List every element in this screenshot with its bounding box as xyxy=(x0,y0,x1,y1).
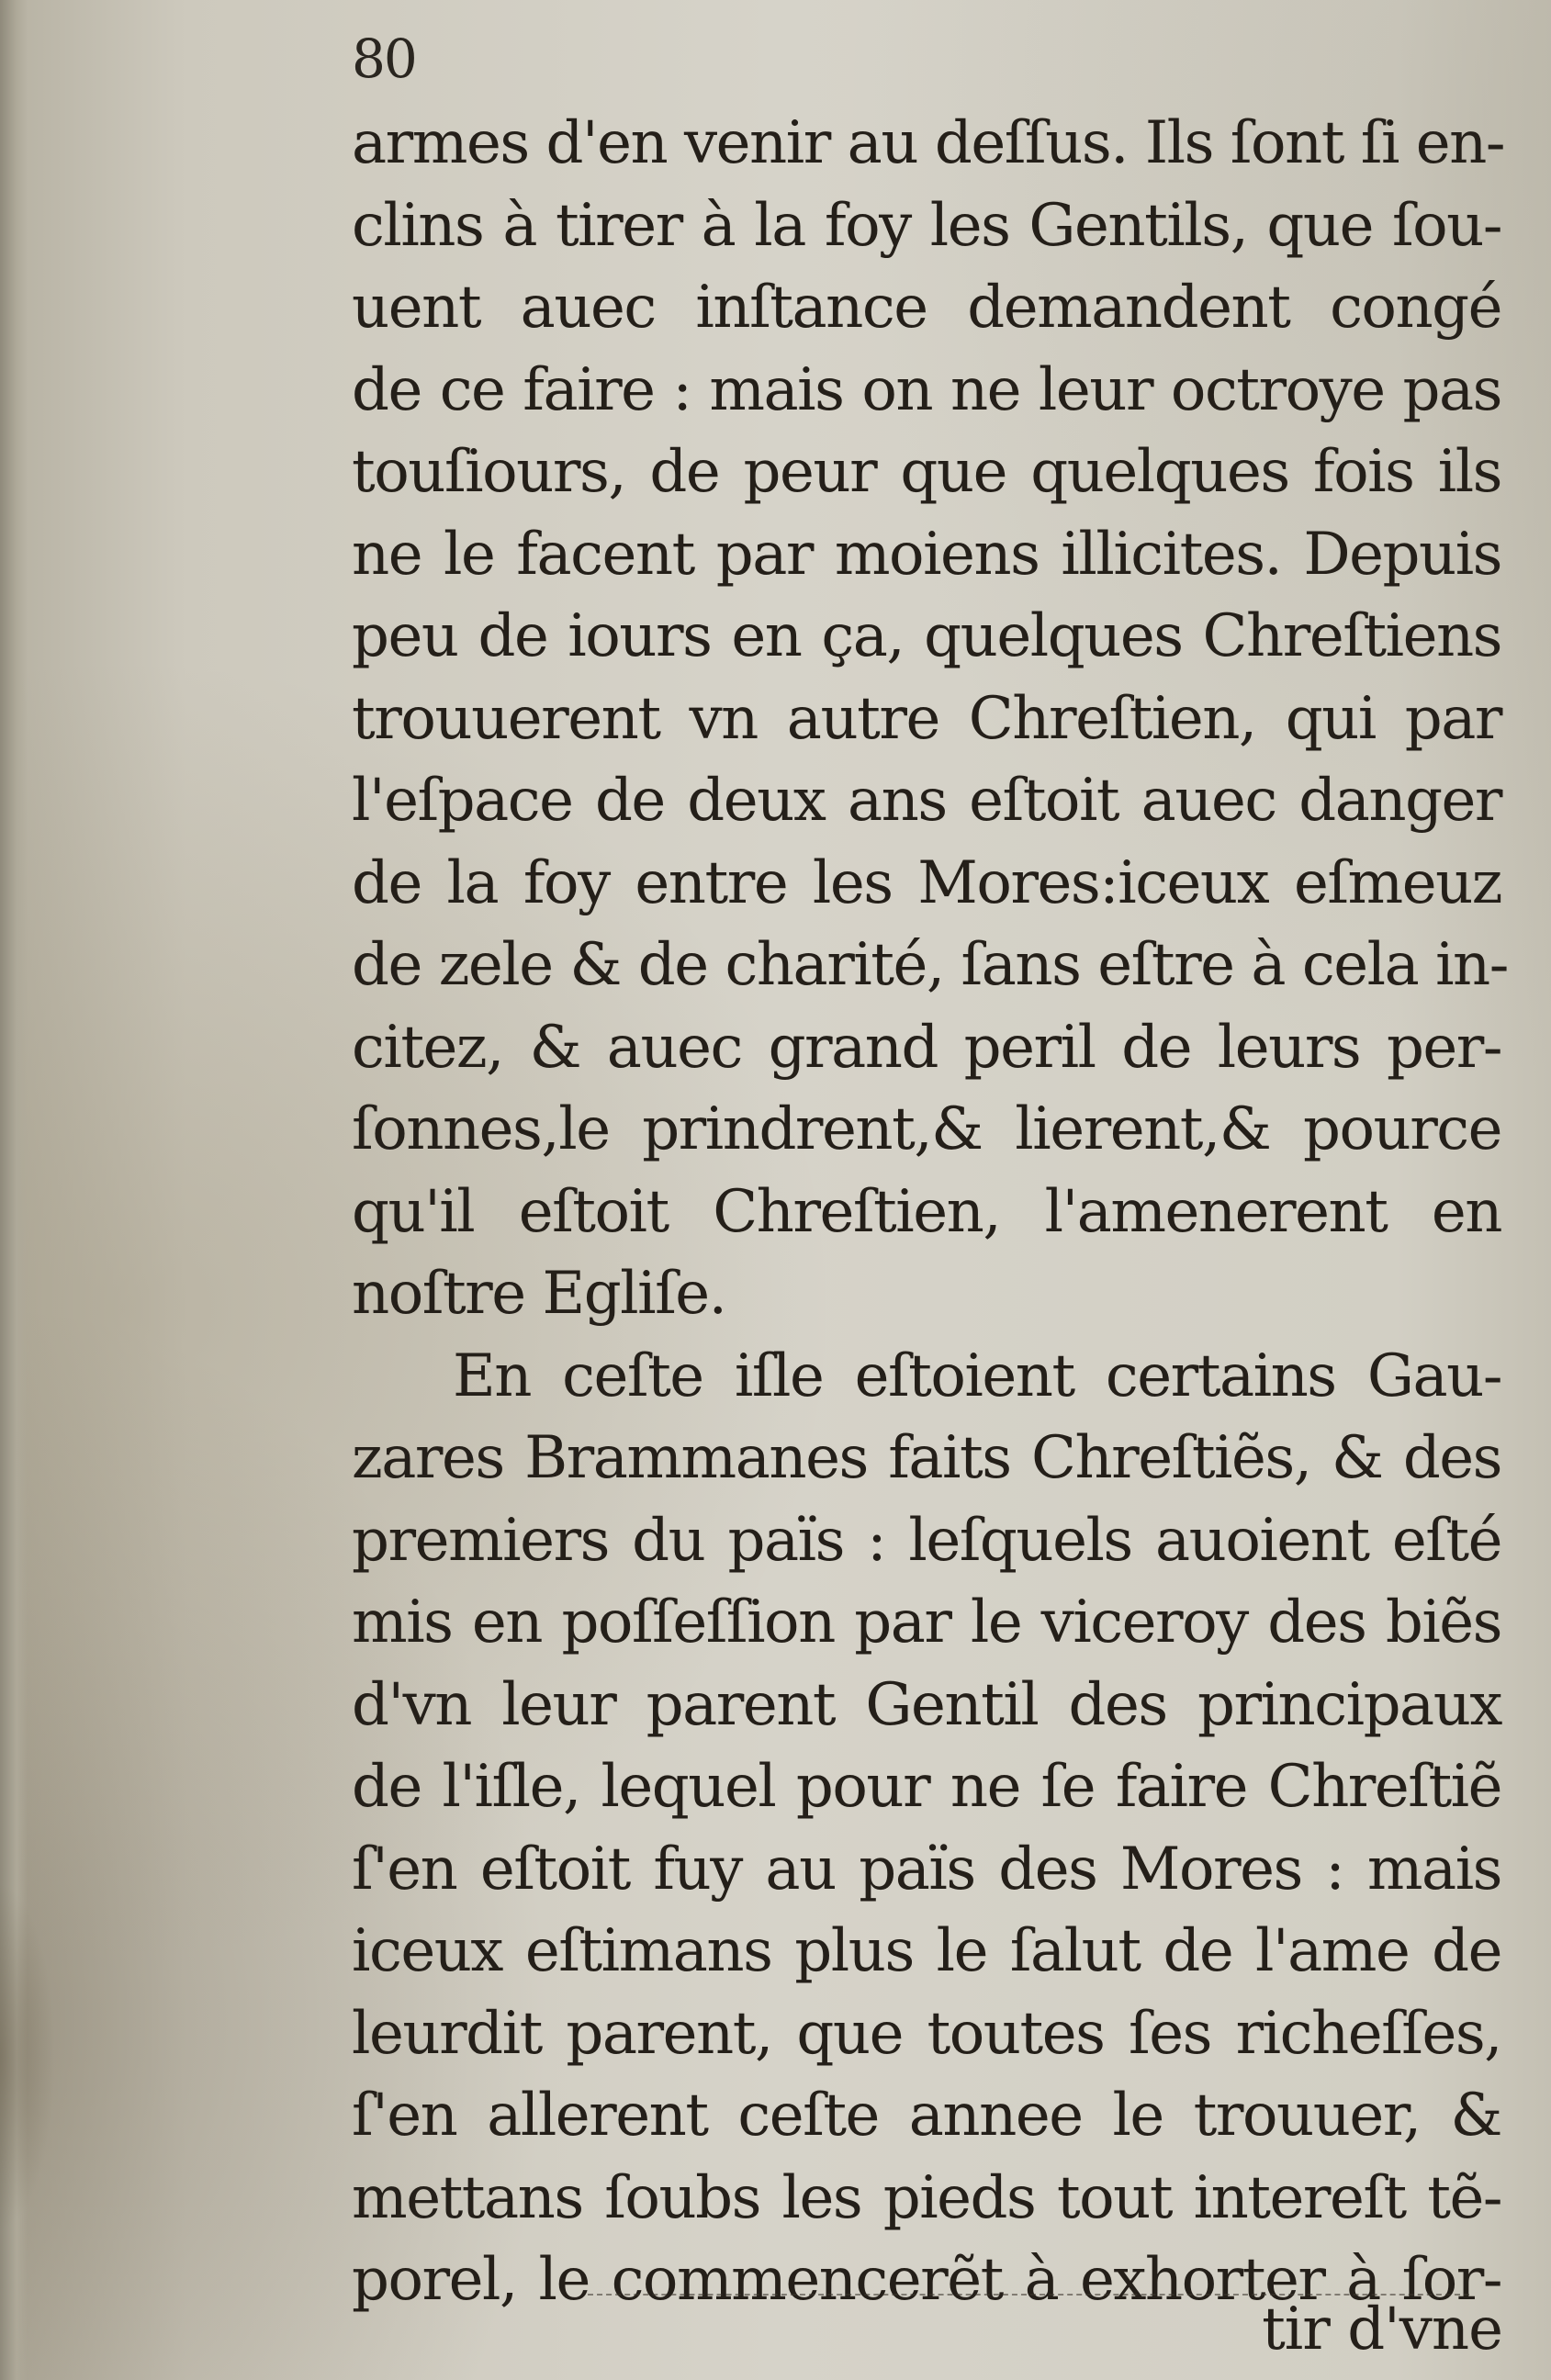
body-text xyxy=(352,103,1508,2322)
text-line: peu de iours en ça, quelques Chreſtiens xyxy=(352,602,1501,670)
text-line: ſ'en allerent ceſte annee le trouuer, & xyxy=(352,2082,1501,2150)
paper-stain xyxy=(0,1882,55,2231)
text-line: mis en poſſeſſion par le viceroy des biẽs xyxy=(352,1589,1501,1656)
text-line: premiers du païs : leſquels auoient eſté xyxy=(352,1506,1501,1575)
text-line: ſ'en eſtoit fuy au païs des Mores : mais xyxy=(352,1835,1501,1903)
text-line: qu'il eſtoit Chreſtien, l'amenerent en xyxy=(352,1177,1501,1246)
text-line: zares Brammanes faits Chreſtiẽs, & des xyxy=(352,1424,1501,1492)
text-line: d'vn leur parent Gentil des principaux xyxy=(352,1670,1501,1739)
text-line: touſiours, de peur que quelques fois ils xyxy=(352,438,1501,506)
page-number: 80 xyxy=(352,28,416,90)
text-line: citez, & auec grand peril de leurs per- xyxy=(352,1013,1501,1082)
text-line: iceux eſtimans plus le ſalut de l'ame de xyxy=(352,1917,1501,1985)
text-line: noſtre Egliſe. xyxy=(352,1260,726,1328)
text-line: ſonnes,le prindrent,& lierent,& pource xyxy=(352,1095,1501,1163)
text-line: de zele & de charité, ſans eſtre à cela in- xyxy=(352,931,1508,999)
text-line: uent auec inſtance demandent congé xyxy=(352,274,1501,342)
text-line: armes d'en venir au deſſus. Ils ſont ſi en- xyxy=(352,109,1504,177)
text-line: clins à tirer à la foy les Gentils, que ſou- xyxy=(352,191,1501,260)
text-line: de ce faire : mais on ne leur octroye pas xyxy=(352,355,1501,424)
text-line: trouuerent vn autre Chreſtien, qui par xyxy=(352,684,1501,753)
text-line: de la foy entre les Mores:iceux eſmeuz xyxy=(352,848,1501,917)
text-line: l'eſpace de deux ans eſtoit auec danger xyxy=(352,767,1501,835)
text-line: En ceſte iſle eſtoient certains Gau- xyxy=(453,1342,1501,1410)
text-line: porel, le commencerẽt à exhorter à ſor- xyxy=(352,2246,1501,2314)
catchword: tir d'vne xyxy=(1262,2296,1502,2363)
text-line: mettans ſoubs les pieds tout intereſt tẽ- xyxy=(352,2163,1501,2232)
text-line: ne le facent par moiens illicites. Depuis xyxy=(352,520,1501,589)
text-line: de l'iſle, lequel pour ne ſe faire Chreſtiẽ xyxy=(352,1753,1501,1821)
text-line: leurdit parent, que toutes ſes richeſſes, xyxy=(352,1999,1501,2068)
